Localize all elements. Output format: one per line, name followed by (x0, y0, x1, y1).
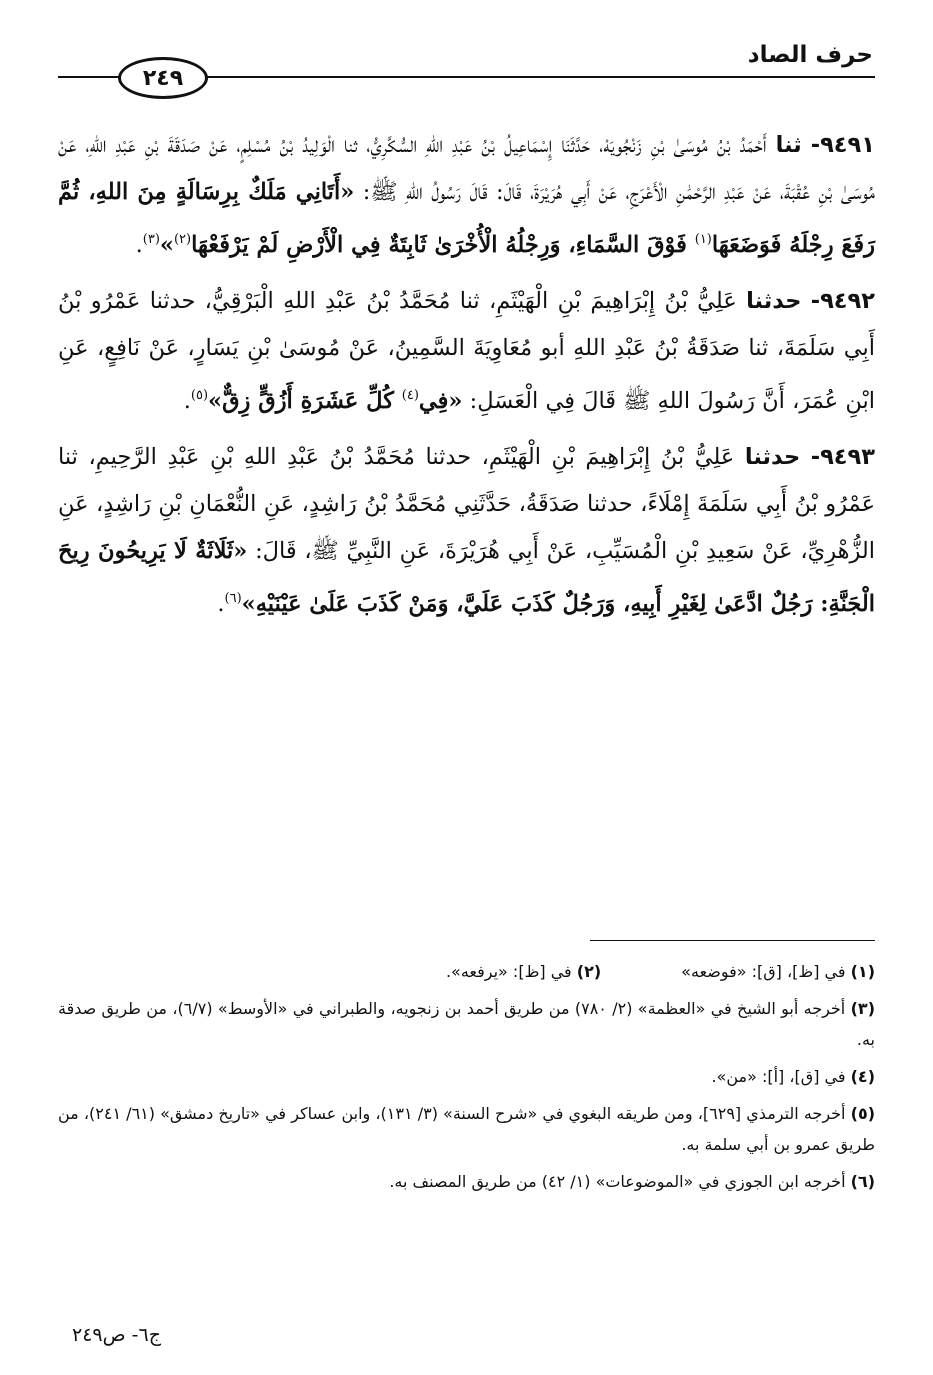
footnote-row-1-2 (58, 956, 875, 987)
footnote-text: في [ق]، [أ]: «من». (711, 1067, 846, 1086)
footnote-5 (58, 1098, 875, 1160)
footnote-number: (٢) (576, 962, 602, 981)
footnote-ref[interactable]: (٢) (173, 232, 192, 247)
hadith-isnad: أَحْمَدُ بْنُ مُوسَىٰ بْنِ زَنْجُويَهْ، حَدَّثَنَا إِسْمَاعِيلُ بْنُ عَبْدِ اللهِ السُّكَّرِيُّ، ثنا الْوَلِيدُ بْنُ مُسْلِمٍ، عَنْ صَدَقَةَ بْنِ عَبْدِ اللهِ، عَنْ مُوسَىٰ بْنِ عُقْبَةَ، عَنْ عَبْدِ الرَّحْمَٰنِ الْأَعْرَجِ، عَنْ أَبِي هُرَيْرَةَ، قَالَ: قَالَ رَسُولُ اللهِ ﷺ: (58, 132, 875, 205)
footnote-1 (681, 956, 875, 987)
narration-keyword: ثنا (775, 132, 802, 158)
narration-keyword: حدثنا (744, 444, 801, 470)
footnote-number: (١) (850, 962, 875, 981)
quote-close: » (241, 591, 256, 617)
page-header (58, 38, 875, 98)
footnote-number: (٥) (850, 1104, 876, 1123)
sentence-end: . (217, 591, 225, 617)
sentence-end: . (135, 232, 143, 258)
quote-close: » (159, 232, 174, 258)
volume-page-reference: ج٦- ص٢٤٩ (72, 1324, 161, 1346)
footnote-number: (٤) (850, 1067, 875, 1086)
hadith-isnad: عَلِيُّ بْنُ إِبْرَاهِيمَ بْنِ الْهَيْثَمِ، حدثنا مُحَمَّدُ بْنُ عَبْدِ اللهِ بْنِ عَبْدِ الرَّحِيمِ، ثنا عَمْرُو بْنُ أَبِي سَلَمَةَ إِمْلَاءً، حدثنا صَدَقَةُ، حَدَّثَنِي مُحَمَّدُ بْنُ رَاشِدٍ، عَنِ النُّعْمَانِ بْنِ رَاشِدٍ، عَنِ الزُّهْرِيِّ، عَنْ سَعِيدِ بْنِ الْمُسَيِّبِ، عَنْ أَبِي هُرَيْرَةَ، عَنِ النَّبِيِّ ﷺ، قَالَ: (58, 444, 875, 564)
hadith-number: ٩٤٩٢- (810, 288, 876, 314)
hadith-number: ٩٤٩١- (810, 132, 876, 158)
footnote-number: (٣) (850, 999, 875, 1018)
footnote-ref[interactable]: (١) (694, 232, 712, 247)
footnote-3 (58, 993, 875, 1055)
hadith-isnad: عَلِيُّ بْنُ إِبْرَاهِيمَ بْنِ الْهَيْثَمِ، ثنا مُحَمَّدُ بْنُ عَبْدِ اللهِ الْبَرْقِيُّ، حدثنا عَمْرُو بْنُ أَبِي سَلَمَةَ، ثنا صَدَقَةُ بْنُ عَبْدِ اللهِ أبو مُعَاوِيَةَ السَّمِينُ، عَنْ مُوسَىٰ بْنِ يَسَارٍ، عَنْ نَافِعٍ، عَنِ ابْنِ عُمَرَ، أَنَّ رَسُولَ اللهِ ﷺ قَالَ فِي الْعَسَلِ: (58, 288, 875, 414)
footnote-2 (446, 956, 601, 987)
quote-close: » (208, 388, 223, 414)
hadith-matn: «أَتَانِي مَلَكٌ بِرِسَالَةٍ مِنَ اللهِ، ثُمَّ رَفَعَ رِجْلَهُ فَوَضَعَهَا (58, 179, 875, 258)
footnotes (58, 956, 875, 1203)
footnote-text: أخرجه ابن الجوزي في «الموضوعات» (١/ ٤٢) من طريق المصنف به. (389, 1172, 846, 1191)
footnote-ref[interactable]: (٦) (224, 591, 242, 606)
hadith-matn: «فِي (418, 388, 463, 414)
footnote-text: أخرجه الترمذي [٦٢٩]، ومن طريقه البغوي في «شرح السنة» (٣/ ١٣١)، وابن عساكر في «تاريخ دمشق» (٦١/ ٢٤١)، من طريق عمرو بن أبي سلمة به. (58, 1104, 875, 1154)
footnote-ref[interactable]: (٥) (190, 388, 209, 403)
hadith-matn-continued: كُلِّ عَشَرَةِ أَزُقٍّ زِقٌّ (222, 388, 402, 414)
hadith-number: ٩٤٩٣- (810, 444, 876, 470)
footnote-4 (58, 1061, 875, 1092)
narration-keyword: حدثنا (746, 288, 802, 314)
footnote-text: في [ظ]، [ق]: «فوضعه» (681, 962, 846, 981)
page-number-badge: ٢٤٩ (118, 57, 208, 99)
hadith-9491 (58, 122, 875, 269)
footnote-separator (590, 940, 875, 941)
main-text (58, 122, 875, 637)
hadith-matn: «ثَلَاثَةٌ لَا يَرِيحُونَ رِيحَ الْجَنَّةِ: رَجُلٌ ادَّعَىٰ لِغَيْرِ أَبِيهِ، وَرَجُلٌ كَذَبَ عَلَيَّ، وَمَنْ كَذَبَ عَلَىٰ عَيْنَيْهِ (58, 538, 875, 617)
footnote-number: (٦) (850, 1172, 875, 1191)
footnote-text: في [ظ]: «يرفعه». (445, 962, 572, 981)
hadith-9492 (58, 278, 875, 425)
hadith-matn-continued: فَوْقَ السَّمَاءِ، وَرِجْلُهُ الْأُخْرَىٰ ثَابِتَةٌ فِي الْأَرْضِ لَمْ يَرْفَعْهَا (191, 232, 695, 258)
footnote-6 (58, 1166, 875, 1197)
sentence-end: . (183, 388, 191, 414)
footnote-ref[interactable]: (٣) (142, 232, 160, 247)
hadith-9493 (58, 434, 875, 628)
footnote-ref[interactable]: (٤) (401, 388, 419, 403)
section-title: حرف الصاد (747, 42, 873, 68)
footnote-text: أخرجه أبو الشيخ في «العظمة» (٢/ ٧٨٠) من طريق أحمد بن زنجويه، والطبراني في «الأوسط» (٦/٧)، من طريق صدقة به. (58, 999, 875, 1049)
